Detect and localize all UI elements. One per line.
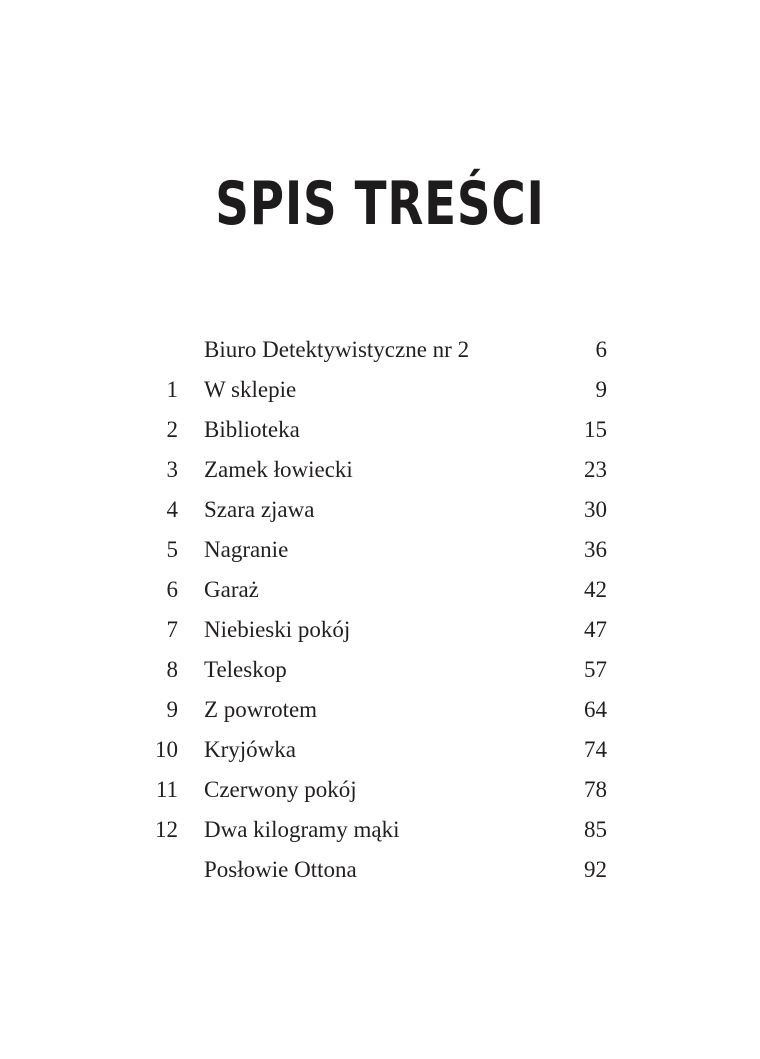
page-number: 30 <box>584 497 607 522</box>
page-number: 78 <box>584 777 607 802</box>
chapter-title: Niebieski pokój <box>204 617 351 642</box>
page-number: 9 <box>595 377 607 402</box>
chapter-title: Szara zjawa <box>204 497 315 522</box>
chapter-title: Posłowie Ottona <box>204 857 357 882</box>
chapter-number: 8 <box>166 657 178 682</box>
page-number: 74 <box>584 737 607 762</box>
page-number: 42 <box>584 577 607 602</box>
chapter-title: Dwa kilogramy mąki <box>204 817 400 842</box>
toc-entry-chapter-7[interactable] <box>0 610 760 650</box>
chapter-title: Teleskop <box>204 657 287 682</box>
page-number: 23 <box>584 457 607 482</box>
chapter-number: 6 <box>166 577 178 602</box>
toc-entry-chapter-6[interactable] <box>0 570 760 610</box>
toc-entry-chapter-12[interactable] <box>0 810 760 850</box>
toc-entry-chapter-1[interactable] <box>0 370 760 410</box>
page-number: 47 <box>584 617 607 642</box>
chapter-number: 12 <box>155 817 178 842</box>
toc-entry-chapter-3[interactable] <box>0 450 760 490</box>
chapter-title: Czerwony pokój <box>204 777 357 802</box>
chapter-title: Nagranie <box>204 537 289 562</box>
table-of-contents <box>0 330 760 890</box>
chapter-number: 5 <box>166 537 178 562</box>
toc-entry-afterword[interactable] <box>0 850 760 890</box>
page-number: 85 <box>584 817 607 842</box>
chapter-title: Kryjówka <box>204 737 296 762</box>
chapter-number: 11 <box>155 777 178 802</box>
toc-entry-foreword[interactable] <box>0 330 760 370</box>
toc-entry-chapter-11[interactable] <box>0 770 760 810</box>
chapter-title: Zamek łowiecki <box>204 457 353 482</box>
chapter-number: 10 <box>155 737 178 762</box>
page-number: 36 <box>584 537 607 562</box>
chapter-title: Garaż <box>204 577 259 602</box>
chapter-title: Z powrotem <box>204 697 318 722</box>
toc-entry-chapter-2[interactable] <box>0 410 760 450</box>
chapter-title: W sklepie <box>204 377 297 402</box>
page-number: 64 <box>584 697 607 722</box>
page-number: 15 <box>584 417 607 442</box>
chapter-title: Biuro Detektywistyczne nr 2 <box>204 337 470 362</box>
page-title: SPIS TREŚCI <box>215 169 545 240</box>
page-number: 92 <box>584 857 607 882</box>
chapter-number: 7 <box>166 617 178 642</box>
chapter-number: 1 <box>166 377 178 402</box>
chapter-number: 9 <box>166 697 178 722</box>
toc-entry-chapter-4[interactable] <box>0 490 760 530</box>
toc-entry-chapter-9[interactable] <box>0 690 760 730</box>
toc-entry-chapter-8[interactable] <box>0 650 760 690</box>
chapter-number: 2 <box>166 417 178 442</box>
chapter-number: 3 <box>166 457 178 482</box>
chapter-title: Biblioteka <box>204 417 300 442</box>
page-number: 57 <box>584 657 607 682</box>
chapter-number: 4 <box>166 497 178 522</box>
toc-entry-chapter-10[interactable] <box>0 730 760 770</box>
page-number: 6 <box>595 337 607 362</box>
toc-entry-chapter-5[interactable] <box>0 530 760 570</box>
